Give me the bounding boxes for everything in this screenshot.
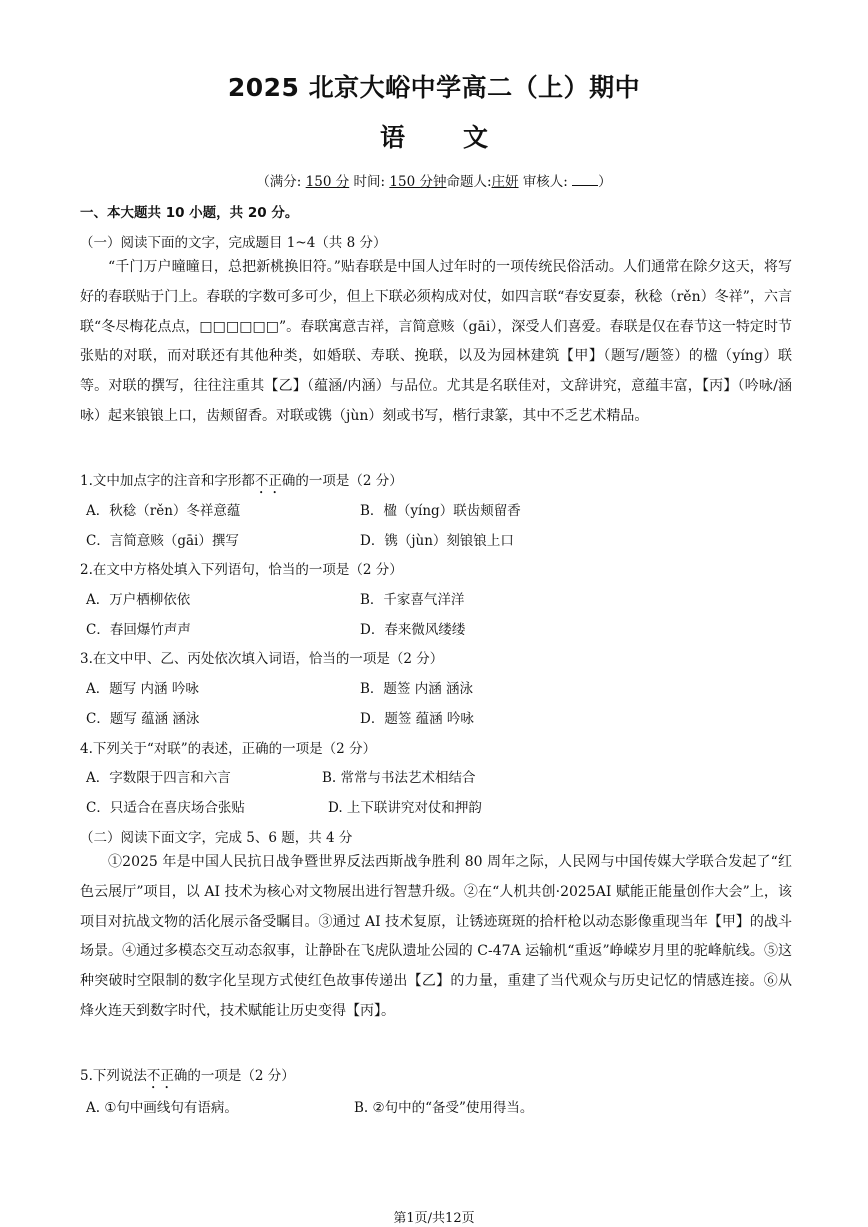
q1-stem-a: 1.文中加点字的注音和字形都 (80, 473, 255, 489)
q5-stem-a: 5.下列说法 (80, 1068, 147, 1084)
setter-name: 庄妍 (491, 174, 519, 190)
q5-option-b[interactable]: B. ②句中的“备受”使用得当。 (354, 1100, 534, 1116)
question-3-stem: 3.在文中甲、乙、丙处依次填入词语，恰当的一项是（2 分） (80, 651, 444, 667)
passage-2 (80, 848, 792, 1027)
part2-intro: （二）阅读下面文字，完成 5、6 题，共 4 分 (80, 830, 353, 846)
passage-1 (80, 253, 792, 432)
question-1-stem (80, 469, 403, 497)
q5-emphasis: 不正 (146, 1068, 174, 1084)
exam-meta (0, 170, 868, 190)
q2-option-d[interactable]: D．春来微风缕缕 (360, 622, 466, 638)
q3-option-d[interactable]: D．题签 蕴涵 吟咏 (360, 711, 474, 727)
q2-option-c[interactable]: C．春回爆竹声声 (86, 622, 191, 638)
q1-option-a[interactable]: A．秋稔（rěn）冬祥意蕴 (86, 503, 241, 519)
q1-option-b[interactable]: B．楹（yíng）联齿颊留香 (360, 503, 521, 519)
question-4-stem: 4.下列关于“对联”的表述，正确的一项是（2 分） (80, 741, 377, 757)
q4-option-d[interactable]: D. 上下联讲究对仗和押韵 (328, 800, 482, 816)
q1-option-c[interactable]: C．言简意赅（gāi）撰写 (86, 533, 239, 549)
q1-stem-b: 确的一项是（2 分） (281, 473, 403, 489)
q4-option-b[interactable]: B. 常常与书法艺术相结合 (322, 770, 476, 786)
meta-prefix: （满分: (256, 174, 302, 190)
time-value: 150 分钟 (389, 174, 447, 190)
q2-option-b[interactable]: B．千家喜气洋洋 (360, 592, 465, 608)
q3-option-c[interactable]: C．题写 蕴涵 涵泳 (86, 711, 200, 727)
reviewer-label: 审核人: (522, 174, 568, 190)
q1-emphasis: 不正 (254, 473, 282, 489)
q5-option-a[interactable]: A. ①句中画线句有语病。 (86, 1100, 238, 1116)
q2-option-a[interactable]: A．万户栖柳依依 (86, 592, 191, 608)
setter-label: 命题人: (446, 174, 492, 190)
part1-intro: （一）阅读下面的文字，完成题目 1~4（共 8 分） (80, 235, 387, 251)
q5-stem-b: 确的一项是（2 分） (173, 1068, 295, 1084)
reviewer-blank (572, 173, 598, 186)
full-score: 150 分 (305, 174, 350, 190)
subject-heading (0, 118, 868, 154)
meta-suffix: ） (598, 174, 612, 190)
passage-1-text: “千门万户曈曈日，总把新桃换旧符。”贴春联是中国人过年时的一项传统民俗活动。人们通常在除夕这天，将写好的春联贴于门上。春联的字数可多可少，但上下联必须构成对仗，如四言联“春安夏泰，秋稔（rěn）冬祥”，六言联“冬尽梅花点点，□□□□□□”。春联寓意吉祥，言简意赅（gāi），深受人们喜爱。春联是仅在春节这一特定时节张贴的对联，而对联还有其他种类，如婚联、寿联、挽联，以及为园林建筑【甲】（题写/题签）的楹（yíng）联等。对联的撰写，往往注重其【乙】（蕴涵/内涵）与品位。尤其是名联佳对，文辞讲究，意蕴丰富，【丙】（吟咏/涵咏）起来锒锒上口，齿颊留香。对联或镌（jùn）刻或书写，楷行隶篆，其中不乏艺术精品。 (80, 259, 792, 424)
subject-char-2: 文 (463, 123, 489, 152)
question-2-stem: 2.在文中方格处填入下列语句，恰当的一项是（2 分） (80, 562, 403, 578)
exam-title: 2025 北京大峪中学高二（上）期中 (227, 73, 641, 102)
q3-option-a[interactable]: A．题写 内涵 吟咏 (86, 681, 199, 697)
time-label: 时间: (353, 174, 386, 190)
q1-option-d[interactable]: D．镌（jùn）刻锒锒上口 (360, 533, 514, 549)
question-5-stem (80, 1064, 295, 1092)
passage-2-text: ①2025 年是中国人民抗日战争暨世界反法西斯战争胜利 80 周年之际，人民网与中国传媒大学联合发起了“红色云展厅”项目，以 AI 技术为核心对文物展出进行智慧升级。②在“人机共创·2025AI 赋能正能量创作大会”上，该项目对抗战文物的活化展示备受瞩目。③通过 AI 技术复原，让锈迹斑斑的拾杆枪以动态影像重现当年【甲】的战斗场景。④通过多模态交互动态叙事，让静卧在飞虎队遗址公园的 C-47A 运输机“重返”峥嵘岁月里的驼峰航线。⑤这种突破时空限制的数字化呈现方式使红色故事传递出【乙】的力量，重建了当代观众与历史记忆的情感连接。⑥从烽火连天到数字时代，技术赋能让历史变得【丙】。 (80, 854, 792, 1019)
page-number: 第1页/共12页 (393, 1211, 475, 1226)
q3-option-b[interactable]: B．题签 内涵 涵泳 (360, 681, 474, 697)
q4-option-a[interactable]: A．字数限于四言和六言 (86, 770, 231, 786)
q4-option-c[interactable]: C．只适合在喜庆场合张贴 (86, 800, 245, 816)
section-heading: 一、本大题共 10 小题，共 20 分。 (80, 205, 299, 221)
subject-char-1: 语 (379, 123, 405, 152)
